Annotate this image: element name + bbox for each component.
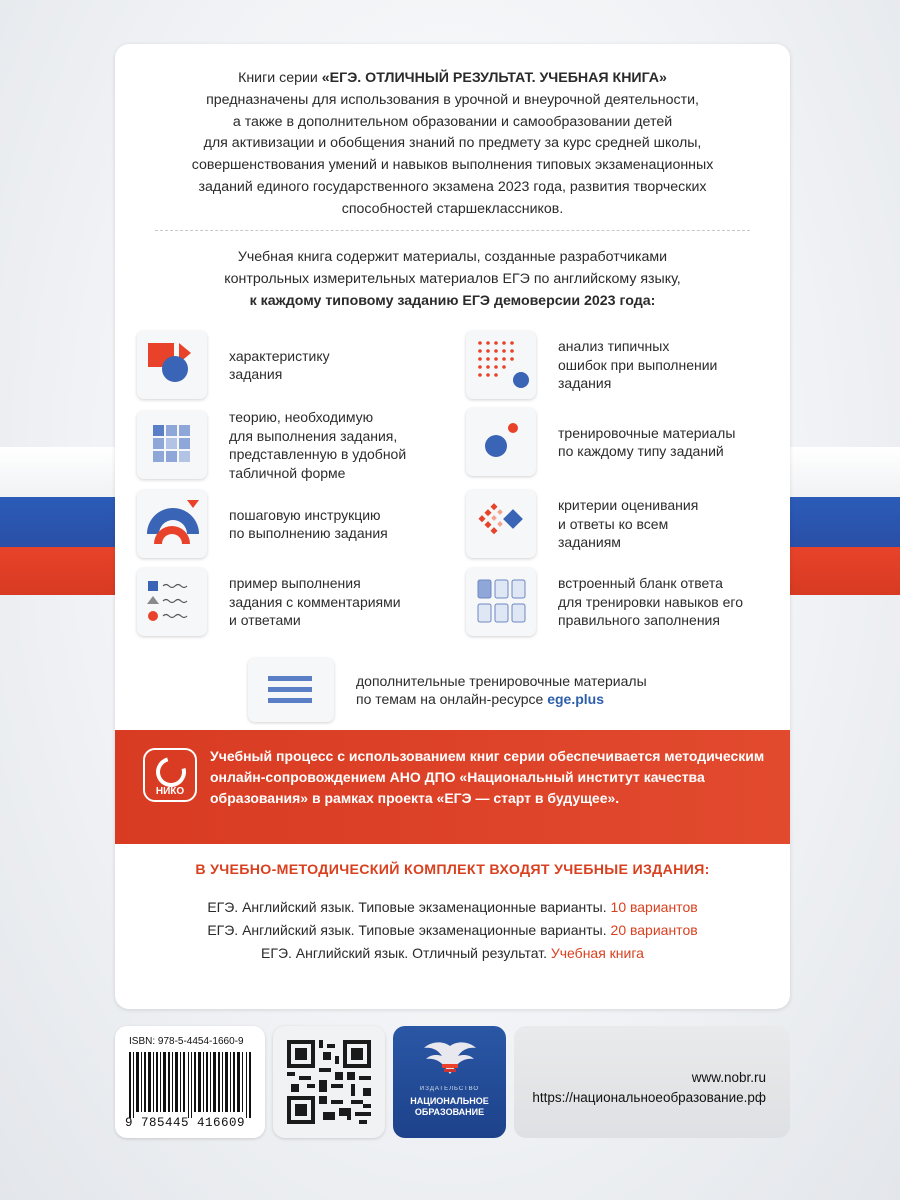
qr-box[interactable] (273, 1026, 385, 1138)
feature-text: тренировочные материалы по каждому типу заданий (558, 424, 736, 459)
kit-item-highlight: 10 вариантов (610, 899, 698, 915)
contents-line-bold: к каждому типовому заданию ЕГЭ демоверсии 2023 года: (249, 293, 656, 309)
feature-text: критерии оценивания и ответы ко всем заданиям (558, 497, 699, 551)
kit-list (115, 896, 790, 964)
support-text (210, 746, 764, 809)
extra-line: по темам на онлайн-ресурсе (356, 691, 548, 707)
extra-text (356, 672, 647, 709)
kit-item-highlight: 20 вариантов (610, 921, 698, 938)
content-card (115, 44, 790, 1009)
barcode-box (115, 1026, 265, 1138)
feature-text: теорию, необходимую для выполнения задания, представленную в удобной табличной форме (229, 409, 407, 481)
barcode-number: 9 785445 416609 (125, 1116, 246, 1130)
contents-line: Учебная книга содержит материалы, созданные разработчиками (237, 249, 668, 265)
isbn-label: ISBN: 978-5-4454-1660-9 (129, 1036, 244, 1047)
shapes-list-icon (137, 568, 207, 636)
flag-stripes-right (780, 447, 900, 595)
site-link-2[interactable]: https://национальноеобразование.рф (532, 1090, 766, 1105)
logo-text: НИКО (155, 786, 185, 797)
kit-title: В УЧЕБНО-МЕТОДИЧЕСКИЙ КОМПЛЕКТ ВХОДЯТ УЧЕБНЫЕ ИЗДАНИЯ: (195, 862, 710, 878)
flag-stripes-left (0, 447, 120, 595)
publisher-small: ИЗДАТЕЛЬСТВО (419, 1086, 480, 1092)
divider (155, 230, 750, 231)
feature-text: анализ типичных ошибок при выполнении задания (558, 338, 718, 392)
feature-text: пошаговую инструкцию по выполнению задания (229, 506, 388, 541)
feature-item (137, 490, 388, 558)
intro-line: а также в дополнительном образовании и самообразовании детей (232, 113, 673, 130)
kit-item-text: ЕГЭ. Английский язык. Типовые экзаменационные варианты. (207, 899, 611, 915)
table-grid-icon (137, 411, 207, 479)
site-link-1[interactable]: www.nobr.ru (691, 1070, 766, 1085)
feature-item (137, 331, 330, 399)
extra-line: дополнительные тренировочные материалы (356, 672, 647, 689)
niko-logo (143, 748, 197, 802)
publisher-box (393, 1026, 506, 1138)
urls-box (514, 1026, 790, 1138)
support-line: онлайн-сопровождением АНО ДПО «Национальный институт качества (210, 769, 705, 785)
intro-text (135, 68, 770, 221)
kit-item (115, 942, 790, 965)
feature-text: встроенный бланк ответа для тренировки навыков его правильного заполнения (558, 575, 743, 629)
support-banner (115, 730, 790, 844)
lines-icon (248, 658, 334, 722)
feature-item (137, 408, 406, 482)
barcode-icon (129, 1052, 253, 1118)
arch-icon (137, 490, 207, 558)
intro-line: для активизации и обобщения знаний по предмету за курс средней школы, (203, 135, 702, 152)
feature-item (466, 331, 717, 399)
intro-line: способностей старшеклассников. (341, 200, 564, 217)
answer-form-icon (466, 568, 536, 636)
chevrons-icon (466, 490, 536, 558)
kit-item-highlight: Учебная книга (550, 944, 644, 961)
qr-code-icon[interactable] (287, 1040, 371, 1124)
dots-grid-icon (466, 331, 536, 399)
series-name: «ЕГЭ. ОТЛИЧНЫЙ РЕЗУЛЬТАТ. УЧЕБНАЯ КНИГА» (321, 70, 667, 86)
feature-item (466, 490, 698, 558)
kit-item (115, 919, 790, 942)
shapes-icon (137, 331, 207, 399)
contents-line: контрольных измерительных материалов ЕГЭ по английскому языку, (224, 271, 681, 287)
intro-prefix: Книги серии (238, 70, 322, 86)
eagle-icon (420, 1038, 480, 1082)
kit-item-text: ЕГЭ. Английский язык. Типовые экзаменационные варианты. (207, 921, 611, 938)
kit-item (115, 896, 790, 919)
feature-item (137, 568, 401, 636)
intro-line: предназначены для использования в урочной и внеурочной деятельности, (206, 91, 699, 108)
kit-item-text: ЕГЭ. Английский язык. Отличный результат. (261, 944, 551, 961)
intro-line: заданий единого государственного экзамена 2023 года, развития творческих (198, 178, 707, 195)
ege-plus-link[interactable]: ege.plus (547, 691, 604, 707)
publisher-name: НАЦИОНАЛЬНОЕ ОБРАЗОВАНИЕ (410, 1096, 489, 1117)
extra-materials (248, 658, 647, 722)
support-line: образования» в рамках проекта «ЕГЭ — старт в будущее». (210, 790, 620, 806)
circles-icon (466, 408, 536, 476)
contents-intro (135, 246, 770, 312)
intro-line: совершенствования умений и навыков выполнения типовых экзаменационных (191, 157, 714, 174)
feature-text: характеристику задания (229, 347, 330, 382)
feature-text: пример выполнения задания с комментариями и ответами (229, 575, 401, 629)
feature-item (466, 408, 735, 476)
feature-item (466, 568, 743, 636)
support-line: Учебный процесс с использованием книг серии обеспечивается методическим (210, 748, 765, 764)
